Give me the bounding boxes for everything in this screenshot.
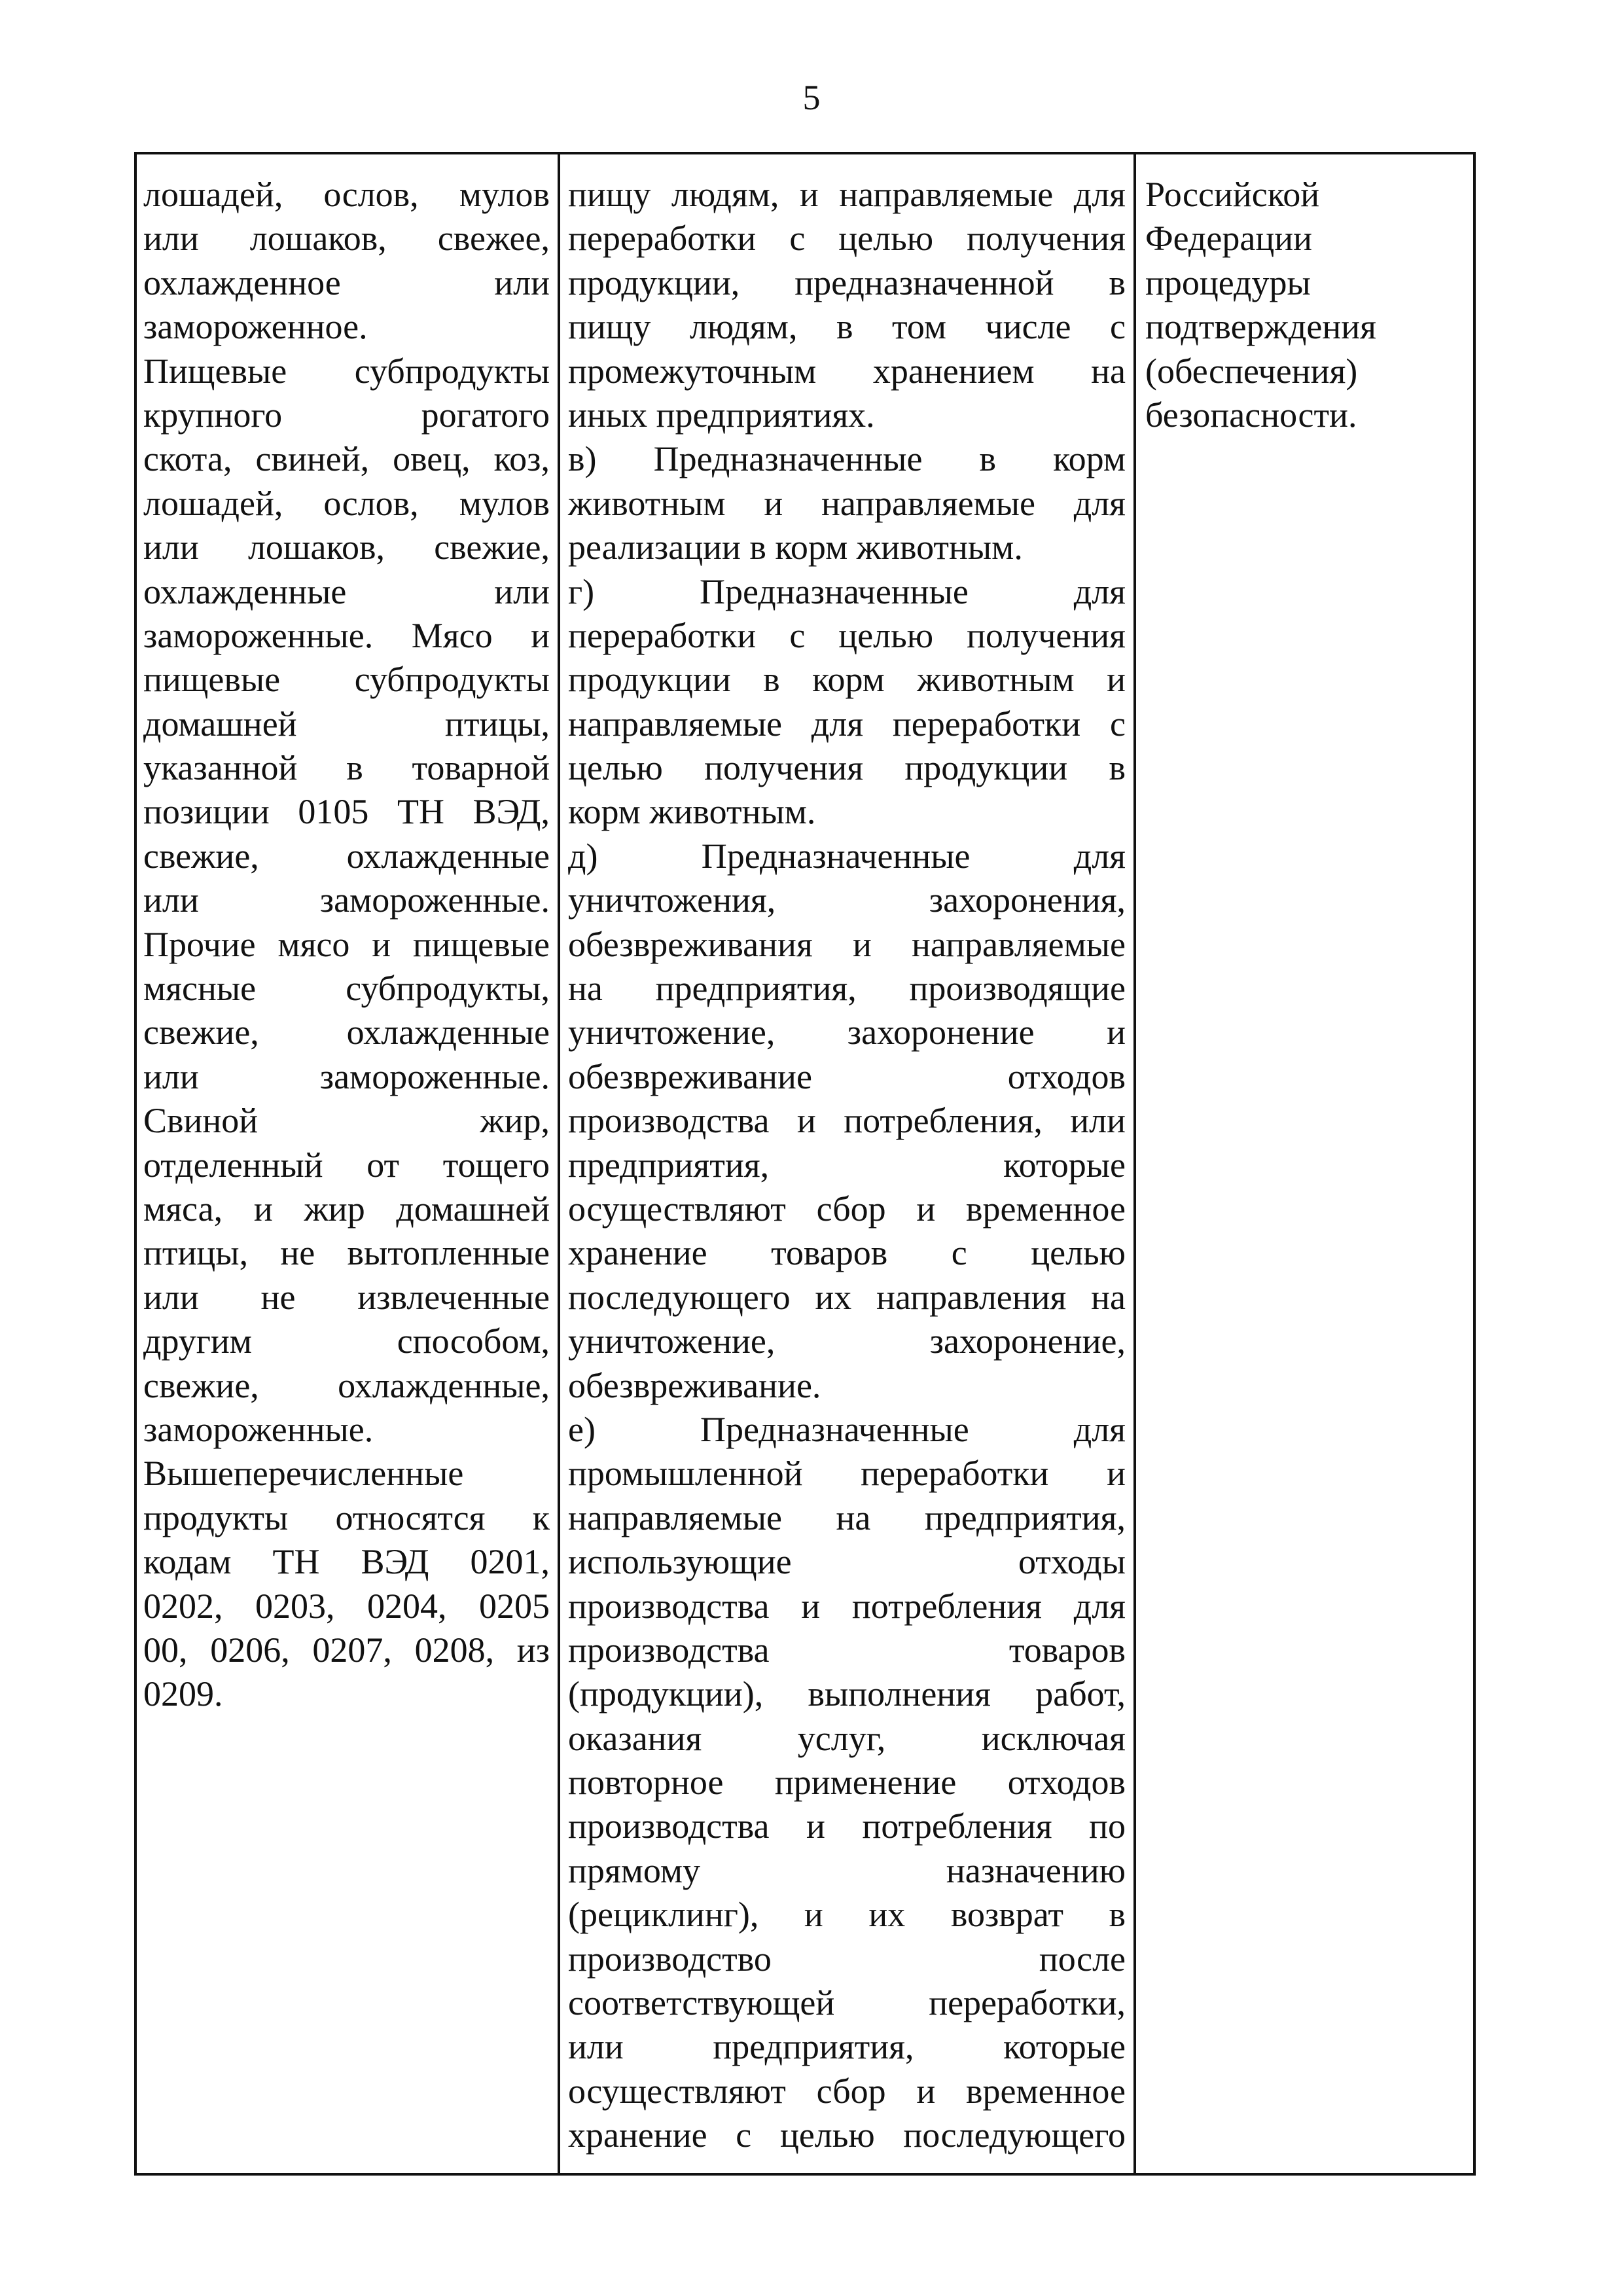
- text-line: безопасности.: [1145, 395, 1357, 435]
- text-line: использующие отходы: [568, 1542, 1126, 1582]
- text-line: прямому назначению: [568, 1850, 1126, 1890]
- text-line: продукции в корм животным и: [568, 660, 1126, 700]
- table-cell-product-description: [137, 154, 560, 2173]
- text-line: реализации в корм животным.: [568, 528, 1023, 567]
- text-line: мясные субпродукты,: [143, 969, 550, 1009]
- text-line: хранение товаров с целью: [568, 1233, 1126, 1273]
- text-line: промышленной переработки и: [568, 1454, 1126, 1494]
- text-line: уничтожение, захоронение и: [568, 1013, 1126, 1052]
- text-line: другим способом,: [143, 1321, 550, 1361]
- text-line: переработки с целью получения: [568, 219, 1126, 259]
- text-line: г) Предназначенные для: [568, 571, 1126, 611]
- text-line: подтверждения: [1145, 307, 1376, 347]
- text-line: свежие, охлажденные: [143, 836, 550, 876]
- document-table: [134, 152, 1476, 2176]
- text-line: 00, 0206, 0207, 0208, из: [143, 1630, 550, 1670]
- text-line: осуществляют сбор и временное: [568, 2071, 1126, 2111]
- text-line: лошадей, ослов, мулов: [143, 175, 550, 214]
- text-line: продукции, предназначенной в: [568, 262, 1126, 302]
- text-line: охлажденные или: [143, 571, 550, 611]
- text-line: или лошаков, свежие,: [143, 528, 550, 567]
- text-line: корм животным.: [568, 792, 816, 832]
- text-line: замороженные.: [143, 1409, 374, 1449]
- text-line: замороженное.: [143, 307, 368, 347]
- text-line: скота, свиней, овец, коз,: [143, 439, 550, 479]
- text-line: (продукции), выполнения работ,: [568, 1674, 1126, 1714]
- text-line: переработки с целью получения: [568, 615, 1126, 655]
- text-line: д) Предназначенные для: [568, 836, 1126, 876]
- text-line: осуществляют сбор и временное: [568, 1189, 1126, 1229]
- text-line: позиции 0105 ТН ВЭД,: [143, 792, 550, 832]
- text-line: (рециклинг), и их возврат в: [568, 1895, 1126, 1935]
- text-line: Вышеперечисленные: [143, 1454, 464, 1494]
- text-line: процедуры: [1145, 262, 1311, 302]
- text-line: свежие, охлажденные,: [143, 1365, 550, 1405]
- text-line: замороженные. Мясо и: [143, 615, 550, 655]
- text-line: охлажденное или: [143, 262, 550, 302]
- text-line: обезвреживания и направляемые: [568, 924, 1126, 964]
- text-line: на предприятия, производящие: [568, 969, 1126, 1009]
- text-line: уничтожение, захоронение,: [568, 1321, 1126, 1361]
- text-line: хранение с целью последующего: [568, 2115, 1126, 2155]
- text-line: уничтожения, захоронения,: [568, 880, 1126, 920]
- text-line: производства и потребления, или: [568, 1101, 1126, 1141]
- text-line: 0202, 0203, 0204, 0205: [143, 1586, 550, 1626]
- text-line: производства и потребления для: [568, 1586, 1126, 1626]
- text-line: оказания услуг, исключая: [568, 1718, 1126, 1758]
- text-line: целью получения продукции в: [568, 748, 1126, 788]
- text-line: пищу людям, в том числе с: [568, 307, 1126, 347]
- text-line: 0209.: [143, 1674, 223, 1714]
- text-line: предприятия, которые: [568, 1145, 1126, 1185]
- text-line: повторное применение отходов: [568, 1763, 1126, 1803]
- text-line: свежие, охлажденные: [143, 1013, 550, 1052]
- text-line: последующего их направления на: [568, 1277, 1126, 1317]
- text-line: мяса, и жир домашней: [143, 1189, 550, 1229]
- text-line: обезвреживание отходов: [568, 1056, 1126, 1096]
- text-line: пищевые субпродукты: [143, 660, 550, 700]
- text-line: е) Предназначенные для: [568, 1409, 1126, 1449]
- text-line: или лошаков, свежее,: [143, 219, 550, 259]
- text-line: лошадей, ослов, мулов: [143, 483, 550, 523]
- text-line: направляемые на предприятия,: [568, 1498, 1126, 1537]
- text-line: или предприятия, которые: [568, 2027, 1126, 2067]
- table-cell-product-purpose: [560, 154, 1136, 2173]
- text-line: направляемые для переработки с: [568, 704, 1126, 744]
- text-line: или замороженные.: [143, 1056, 550, 1096]
- text-line: кодам ТН ВЭД 0201,: [143, 1542, 550, 1582]
- text-line: крупного рогатого: [143, 395, 550, 435]
- text-line: обезвреживание.: [568, 1365, 821, 1405]
- text-line: Федерации: [1145, 219, 1313, 259]
- text-line: продукты относятся к: [143, 1498, 550, 1537]
- text-line: иных предприятиях.: [568, 395, 875, 435]
- table-cell-procedure: [1136, 154, 1473, 2173]
- text-line: в) Предназначенные в корм: [568, 439, 1126, 479]
- text-line: птицы, не вытопленные: [143, 1233, 550, 1273]
- text-line: Пищевые субпродукты: [143, 351, 550, 391]
- text-line: домашней птицы,: [143, 704, 550, 744]
- text-line: производства и потребления по: [568, 1806, 1126, 1846]
- text-line: Свиной жир,: [143, 1101, 550, 1141]
- text-line: отделенный от тощего: [143, 1145, 550, 1185]
- text-line: или не извлеченные: [143, 1277, 550, 1317]
- text-line: соответствующей переработки,: [568, 1983, 1126, 2023]
- page-number: 5: [802, 78, 821, 117]
- text-line: Прочие мясо и пищевые: [143, 924, 550, 964]
- text-line: промежуточным хранением на: [568, 351, 1126, 391]
- text-line: производства товаров: [568, 1630, 1126, 1670]
- text-line: или замороженные.: [143, 880, 550, 920]
- text-line: пищу людям, и направляемые для: [568, 175, 1126, 214]
- text-line: производство после: [568, 1939, 1126, 1979]
- text-line: указанной в товарной: [143, 748, 550, 788]
- text-line: Российской: [1145, 175, 1320, 214]
- text-line: животным и направляемые для: [568, 483, 1126, 523]
- text-line: (обеспечения): [1145, 351, 1358, 391]
